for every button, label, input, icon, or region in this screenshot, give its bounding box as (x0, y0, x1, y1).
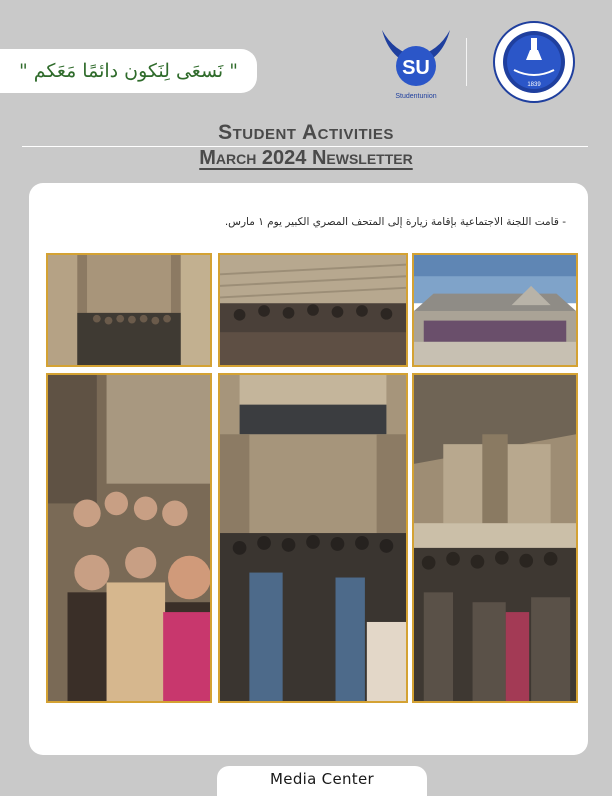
newsletter-subtitle: March 2024 Newsletter (199, 147, 413, 169)
photo-atrium-crowd (412, 373, 578, 703)
grand-staircase-photo-icon (220, 255, 406, 365)
activity-caption: - قامت اللجنة الاجتماعية بإقامة زيارة إلى المتحف المصري الكبير يوم ١ مارس. (224, 216, 566, 228)
grand-hall-crowd-photo-icon (220, 375, 406, 701)
seal-year: 1839 (527, 82, 541, 88)
student-union-logo-icon (376, 20, 456, 104)
photo-group-selfie (46, 373, 212, 703)
atrium-crowd-photo-icon (414, 375, 576, 701)
logo-divider (466, 38, 467, 86)
photo-grand-staircase (218, 253, 408, 367)
slogan-banner (0, 49, 257, 93)
university-seal-icon (492, 20, 576, 104)
su-logo-subtext: Studentunion (395, 93, 437, 100)
slogan-text: " نَسعَى لِنَكون دائمًا مَعَكم " (19, 60, 238, 82)
museum-statues-photo-icon (48, 255, 210, 365)
header-logos (376, 20, 576, 104)
media-center-label: Media Center (270, 770, 374, 788)
group-selfie-photo-icon (48, 375, 210, 701)
museum-exterior-photo-icon (414, 255, 576, 365)
content-card (29, 183, 588, 755)
photo-museum-exterior (412, 253, 578, 367)
page-title: Student Activities (218, 121, 394, 144)
photo-grand-hall-crowd (218, 373, 408, 703)
photo-museum-statues (46, 253, 212, 367)
su-logo-letters: SU (402, 57, 430, 79)
